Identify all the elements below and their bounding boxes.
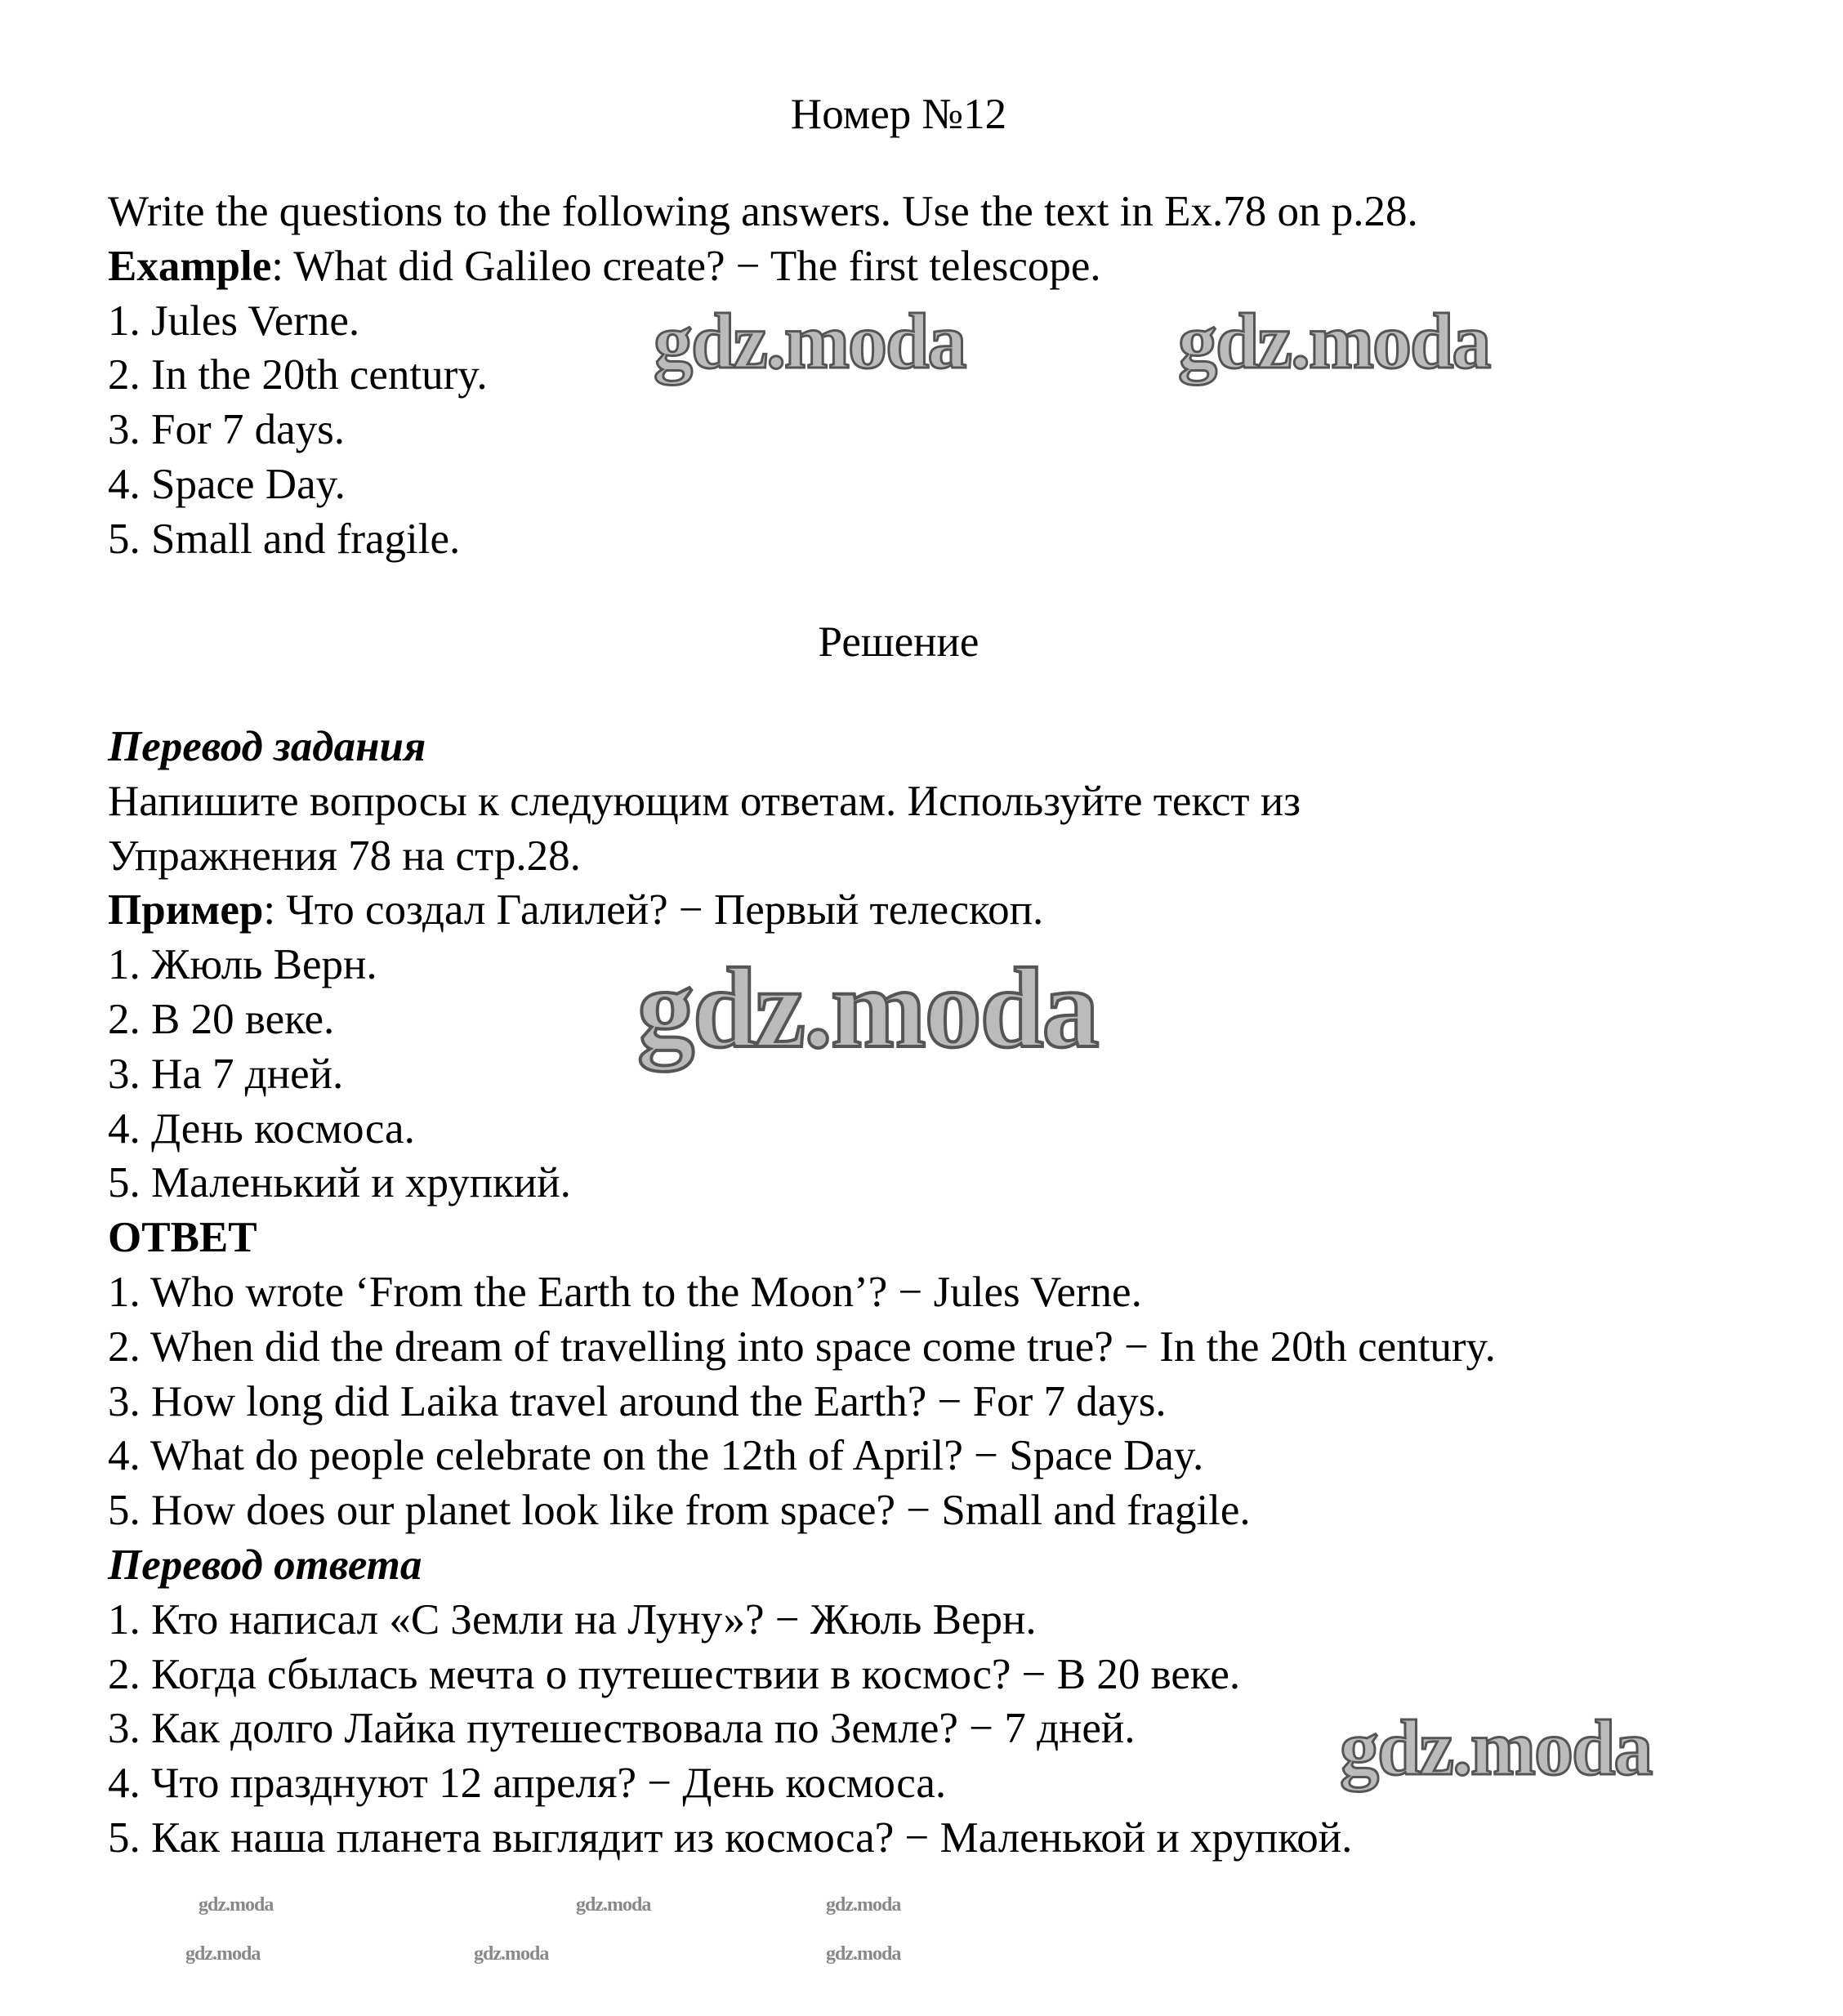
watermark: gdz.moda <box>185 1943 261 1965</box>
translation-item: 3. На 7 дней. <box>108 1050 344 1098</box>
watermark: gdz.moda <box>199 1894 274 1916</box>
answer-item: 5. How does our planet look like from space? − Small and fragile. <box>108 1487 1251 1535</box>
answer-translation-heading: Перевод ответа <box>108 1541 422 1589</box>
example-text: : What did Galileo create? − The first telescope. <box>271 242 1101 290</box>
task-item: 5. Small and fragile. <box>108 515 461 563</box>
task-item: 4. Space Day. <box>108 460 346 508</box>
solution-block <box>108 720 1496 1866</box>
solution-heading: Решение <box>818 618 980 666</box>
example-label: Пример <box>108 886 264 934</box>
answer-item: 2. When did the dream of travelling into space come true? − In the 20th century. <box>108 1322 1496 1371</box>
task-instruction: Write the questions to the following answers. Use the text in Ex.78 on p.28. <box>108 188 1418 235</box>
answer-translation-item: 1. Кто написал «С Земли на Луну»? − Жюль Верн. <box>108 1595 1037 1644</box>
task-item: 1. Jules Verne. <box>108 297 360 345</box>
translation-line: Напишите вопросы к следующим ответам. Используйте текст из <box>108 777 1301 825</box>
answer-translation-item: 2. Когда сбылась мечта о путешествии в космос? − В 20 веке. <box>108 1650 1241 1698</box>
answer-item: 1. Who wrote ‘From the Earth to the Moon’? − Jules Verne. <box>108 1268 1142 1316</box>
watermark: gdz.moda <box>826 1894 901 1916</box>
translation-item: 4. День космоса. <box>108 1104 415 1153</box>
answer-item: 3. How long did Laika travel around the Earth? − For 7 days. <box>108 1377 1167 1425</box>
task-example <box>108 239 1418 294</box>
watermark: gdz.moda <box>637 945 1098 1072</box>
answer-translation-item: 4. Что празднуют 12 апреля? − День космоса. <box>108 1760 947 1808</box>
watermark: gdz.moda <box>826 1943 901 1965</box>
translation-heading: Перевод задания <box>108 723 426 770</box>
watermark: gdz.moda <box>576 1894 651 1916</box>
translation-item: 1. Жюль Верн. <box>108 941 377 989</box>
task-item: 3. For 7 days. <box>108 406 346 454</box>
page-title: Номер №12 <box>790 91 1007 138</box>
task-item: 2. In the 20th century. <box>108 351 488 399</box>
translation-item: 2. В 20 веке. <box>108 995 335 1043</box>
watermark: gdz.moda <box>654 297 966 385</box>
watermark: gdz.moda <box>1340 1704 1652 1791</box>
translation-example <box>108 883 1496 938</box>
answer-translation-item: 3. Как долго Лайка путешествовала по Земле? − 7 дней. <box>108 1705 1136 1753</box>
answer-translation-item: 5. Как наша планета выглядит из космоса? − Маленькой и хрупкой. <box>108 1813 1353 1862</box>
translation-item: 5. Маленький и хрупкий. <box>108 1159 571 1207</box>
translation-line: Упражнения 78 на стр.28. <box>108 832 581 880</box>
watermark: gdz.moda <box>474 1943 549 1965</box>
answer-item: 4. What do people celebrate on the 12th of April? − Space Day. <box>108 1432 1204 1480</box>
example-label: Example <box>108 242 272 290</box>
example-text: : Что создал Галилей? − Первый телескоп. <box>263 886 1044 934</box>
answer-heading: ОТВЕТ <box>108 1214 257 1262</box>
watermark: gdz.moda <box>1178 297 1490 385</box>
